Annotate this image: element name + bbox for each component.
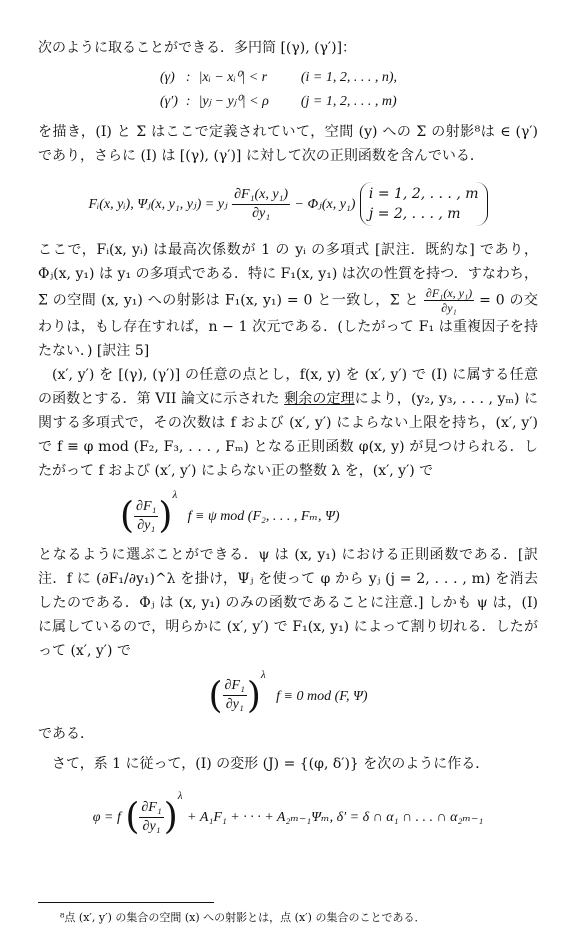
- equation-row: [156, 90, 401, 114]
- fraction-denominator: ∂y₁: [252, 205, 271, 221]
- exponent: λ: [260, 668, 266, 681]
- paragraph-3: [38, 238, 538, 363]
- fraction-numerator: ∂F₁: [139, 799, 163, 818]
- eq-right: − Φⱼ(x, y₁): [294, 197, 356, 212]
- eq-lhs: (γ): [160, 70, 175, 85]
- fraction-numerator: ∂F₁: [134, 498, 158, 517]
- right-paren: ): [158, 495, 173, 537]
- equation-regular-functions: [38, 182, 538, 226]
- eq-range: (j = 1, 2, . . . , m): [300, 94, 397, 109]
- fraction-numerator: ∂F₁(x, y₁): [232, 186, 290, 205]
- footnote: ⁸点 (x′, y′) の集合の空間 (x) への射影とは，点 (x′) の集合のことである．: [60, 911, 426, 924]
- partial-fraction: [232, 186, 290, 223]
- paragraph-7: さて，系 1 に従って，(I) の変形 (J) = {(φ, δ′)} を次のように作る．: [52, 756, 490, 772]
- paragraph-2: を描き，(I) と Σ はここで定義されていて，空間 (y) への Σ の射影⁸は ∈ (γ′) であり，さらに (I) は [(γ), (γ′)] に対して次の正則函数を含んでいる．: [38, 124, 538, 164]
- left-paren: (: [208, 675, 223, 716]
- eq-colon: :: [185, 70, 191, 85]
- eq-range: (i = 1, 2, . . . , n),: [300, 70, 397, 85]
- right-paren: ): [163, 796, 178, 838]
- eq-expr: |yⱼ − yⱼ⁰| < ρ: [198, 94, 269, 109]
- inline-fraction: [424, 286, 474, 315]
- eq-left: φ = f: [92, 810, 121, 825]
- left-paren: (: [120, 495, 135, 537]
- eq-left: Fᵢ(x, yᵢ), Ψⱼ(x, y₁, yⱼ) = yⱼ: [88, 197, 228, 212]
- fraction-denominator: ∂y₁: [137, 517, 156, 533]
- polycylinder-definition: [156, 66, 401, 114]
- fraction-numerator: ∂F₁: [223, 677, 247, 696]
- equation-congruence-zero: [38, 669, 538, 717]
- partial-fraction: [223, 677, 247, 714]
- case-j: j = 2, . . . , m: [368, 206, 461, 222]
- equation-row: [156, 66, 401, 90]
- paragraph-4-text: (x′, y′) を [(γ), (γ′)] の任意の点とし，f(x, y) を (x′, y′) で (I) に属する任意の函数とする．第 VII 論文に示された: [38, 367, 538, 407]
- paragraph-3-text: ここで，Fᵢ(x, yᵢ) は最高次係数が 1 の yᵢ の多項式 [訳注．既約な] であり，Φⱼ(x, y₁) は y₁ の多項式である．特に F₁(x, y₁) は次の性質を持つ．すなわち，Σ の空間 (x, y₁) への射影は F₁(x, y₁) = 0 と一致し，Σ と: [38, 242, 538, 309]
- page-body: [38, 36, 538, 838]
- eq-rest: + A₁F₁ + · · · + A₂ₘ₋₁Ψₘ, δ′ = δ ∩ α₁ ∩ . . . ∩ α₂ₘ₋₁: [186, 810, 484, 825]
- paragraph-1: 次のように取ることができる．多円筒 [(γ), (γ′)]：: [38, 40, 357, 56]
- eq-expr: |xᵢ − xᵢ⁰| < r: [198, 70, 268, 85]
- paragraph-4-text-cont: により，(y₂, y₃, . . . , yₘ) に関する多項式で，その次数は f および (x′, y′) によらない上限を持ち，(x′, y′) で f ≡ φ mod (F₂, F₃, . . . , Fₘ) となる正則函数 φ(x, y) が見つけられる．したがって f および (x′, y′) によらない正の整数 λ を，(x′, y′) で: [38, 391, 538, 479]
- eq-lhs: (γ′): [160, 94, 178, 109]
- fraction-denominator: ∂y₁: [225, 697, 244, 712]
- partial-fraction: [134, 498, 158, 535]
- fraction-denominator: ∂y₁: [441, 301, 457, 315]
- paragraph-5: となるように選ぶことができる．ψ は (x, y₁) における正則函数である．[訳注．f に (∂F₁/∂y₁)^λ を掛け，Ψⱼ を使って φ から yⱼ (j = 2, . . . , m) を消去したのである．Φⱼ は (x, y₁) のみの函数であることに注意.] しかも ψ は，(I) に属しているので，明らかに (x′, y′) で F₁(x, y₁) によって割り切れる．したがって (x′, y′) で: [38, 546, 538, 659]
- eq-colon: :: [185, 94, 191, 109]
- equation-deformation: [38, 790, 538, 838]
- index-ranges: [360, 182, 488, 226]
- exponent: λ: [172, 489, 178, 501]
- paragraph-4: [38, 363, 538, 483]
- fraction-denominator: ∂y₁: [142, 818, 161, 834]
- remainder-theorem-link: 剰余の定理: [284, 391, 355, 407]
- right-paren: ): [246, 675, 261, 716]
- exponent: λ: [177, 790, 183, 802]
- left-paren: (: [125, 796, 140, 838]
- fraction-numerator: ∂F₁(x, y₁): [425, 286, 473, 300]
- case-i: i = 1, 2, . . . , m: [368, 186, 479, 202]
- paragraph-3-text-cont: = 0 の交わりは，もし存在すれば，n − 1 次元である．(したがって F₁ は重複因子を持たない．) [訳注 5]: [38, 292, 538, 359]
- footnote-divider: [38, 902, 214, 903]
- partial-fraction: [139, 799, 163, 836]
- eq-rest: f ≡ 0 mod (F, Ψ): [276, 688, 368, 704]
- eq-rest: f ≡ ψ mod (F₂, . . . , Fₘ, Ψ): [187, 509, 340, 524]
- equation-congruence-psi: [38, 489, 538, 537]
- paragraph-6: である．: [38, 726, 94, 742]
